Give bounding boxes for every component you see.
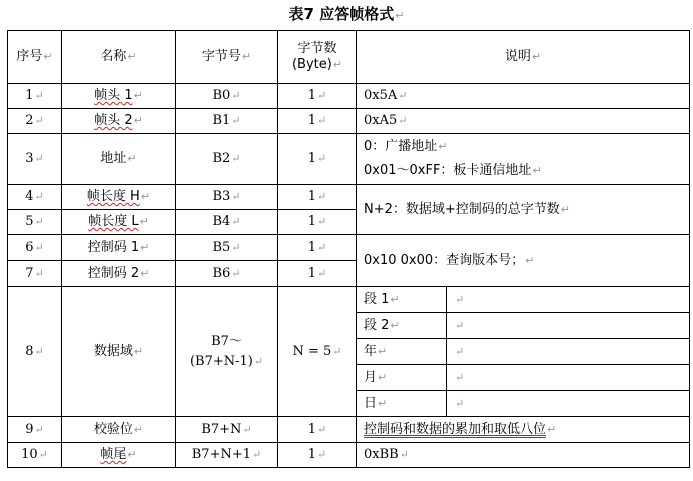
cell-byte-no: B7+N+1↵ — [176, 443, 278, 468]
cell-byte-no: B7+N↵ — [176, 417, 278, 443]
header-index: 序号↵ — [8, 31, 62, 84]
cell-desc-control-code: 0x10 0x00：查询版本号；↵ — [357, 235, 690, 287]
cell-count: 1↵ — [278, 417, 357, 443]
cell-byte-no: B6↵ — [176, 261, 278, 287]
cell-desc: 0xBB↵ — [357, 443, 690, 468]
cell-desc-frame-length: N+2：数据域+控制码的总字节数↵ — [357, 185, 690, 235]
data-field-label: 日↵ — [357, 391, 447, 417]
cell-byte-no: B0↵ — [176, 84, 278, 109]
header-byte-count: 字节数 (Byte)↵ — [278, 31, 357, 84]
cell-index: 8↵ — [8, 287, 62, 417]
cell-index: 5↵ — [8, 210, 62, 235]
table-title: 表7 应答帧格式↵ — [288, 5, 405, 23]
cell-count: 1↵ — [278, 109, 357, 134]
cell-count: 1↵ — [278, 235, 357, 261]
cell-desc: 控制码和数据的累加和取低八位↵ — [357, 417, 690, 443]
cell-index: 10↵ — [8, 443, 62, 468]
data-field-label: 月↵ — [357, 365, 447, 391]
table-row — [8, 287, 690, 313]
data-field-value: ↵ — [447, 339, 690, 365]
cell-byte-no: B2↵ — [176, 134, 278, 185]
cell-name: 帧头 1↵ — [62, 84, 176, 109]
cell-count: 1↵ — [278, 261, 357, 287]
cell-count: 1↵ — [278, 210, 357, 235]
cell-desc: 0：广播地址↵ 0x01～0xFF：板卡通信地址↵ — [357, 134, 690, 185]
data-field-value: ↵ — [447, 287, 690, 313]
cell-count: 1↵ — [278, 185, 357, 210]
cell-byte-no: B4↵ — [176, 210, 278, 235]
data-field-value: ↵ — [447, 365, 690, 391]
header-byte-no: 字节号↵ — [176, 31, 278, 84]
cell-index: 3↵ — [8, 134, 62, 185]
cell-count: 1↵ — [278, 84, 357, 109]
cell-index: 1↵ — [8, 84, 62, 109]
cell-name: 帧头 2↵ — [62, 109, 176, 134]
data-field-value: ↵ — [447, 391, 690, 417]
cell-name: 控制码 2↵ — [62, 261, 176, 287]
cell-byte-no: B7～ (B7+N-1)↵ — [176, 287, 278, 417]
table-row — [8, 235, 690, 261]
cell-index: 4↵ — [8, 185, 62, 210]
cell-byte-no: B5↵ — [176, 235, 278, 261]
cell-desc: 0x5A↵ — [357, 84, 690, 109]
cell-index: 7↵ — [8, 261, 62, 287]
table-row — [8, 109, 690, 134]
cell-count: N = 5↵ — [278, 287, 357, 417]
data-field-label: 年↵ — [357, 339, 447, 365]
cell-index: 6↵ — [8, 235, 62, 261]
cell-name: 帧长度 H↵ — [62, 185, 176, 210]
table-row — [8, 84, 690, 109]
cell-name: 地址↵ — [62, 134, 176, 185]
cell-desc: 0xA5↵ — [357, 109, 690, 134]
cell-byte-no: B1↵ — [176, 109, 278, 134]
table-row — [8, 185, 690, 210]
response-frame-table — [7, 30, 690, 468]
cell-name: 数据域↵ — [62, 287, 176, 417]
data-field-label: 段 1↵ — [357, 287, 447, 313]
header-name: 名称↵ — [62, 31, 176, 84]
cell-index: 2↵ — [8, 109, 62, 134]
cell-index: 9↵ — [8, 417, 62, 443]
cell-name: 帧长度 L↵ — [62, 210, 176, 235]
data-field-label: 段 2↵ — [357, 313, 447, 339]
cell-count: 1↵ — [278, 134, 357, 185]
cell-name: 控制码 1↵ — [62, 235, 176, 261]
data-field-value: ↵ — [447, 313, 690, 339]
header-description: 说明↵ — [357, 31, 690, 84]
cell-name: 帧尾↵ — [62, 443, 176, 468]
cell-count: 1↵ — [278, 443, 357, 468]
cell-name: 校验位↵ — [62, 417, 176, 443]
table-row — [8, 417, 690, 443]
header-row — [8, 31, 690, 84]
cell-byte-no: B3↵ — [176, 185, 278, 210]
table-row — [8, 443, 690, 468]
table-row — [8, 134, 690, 185]
